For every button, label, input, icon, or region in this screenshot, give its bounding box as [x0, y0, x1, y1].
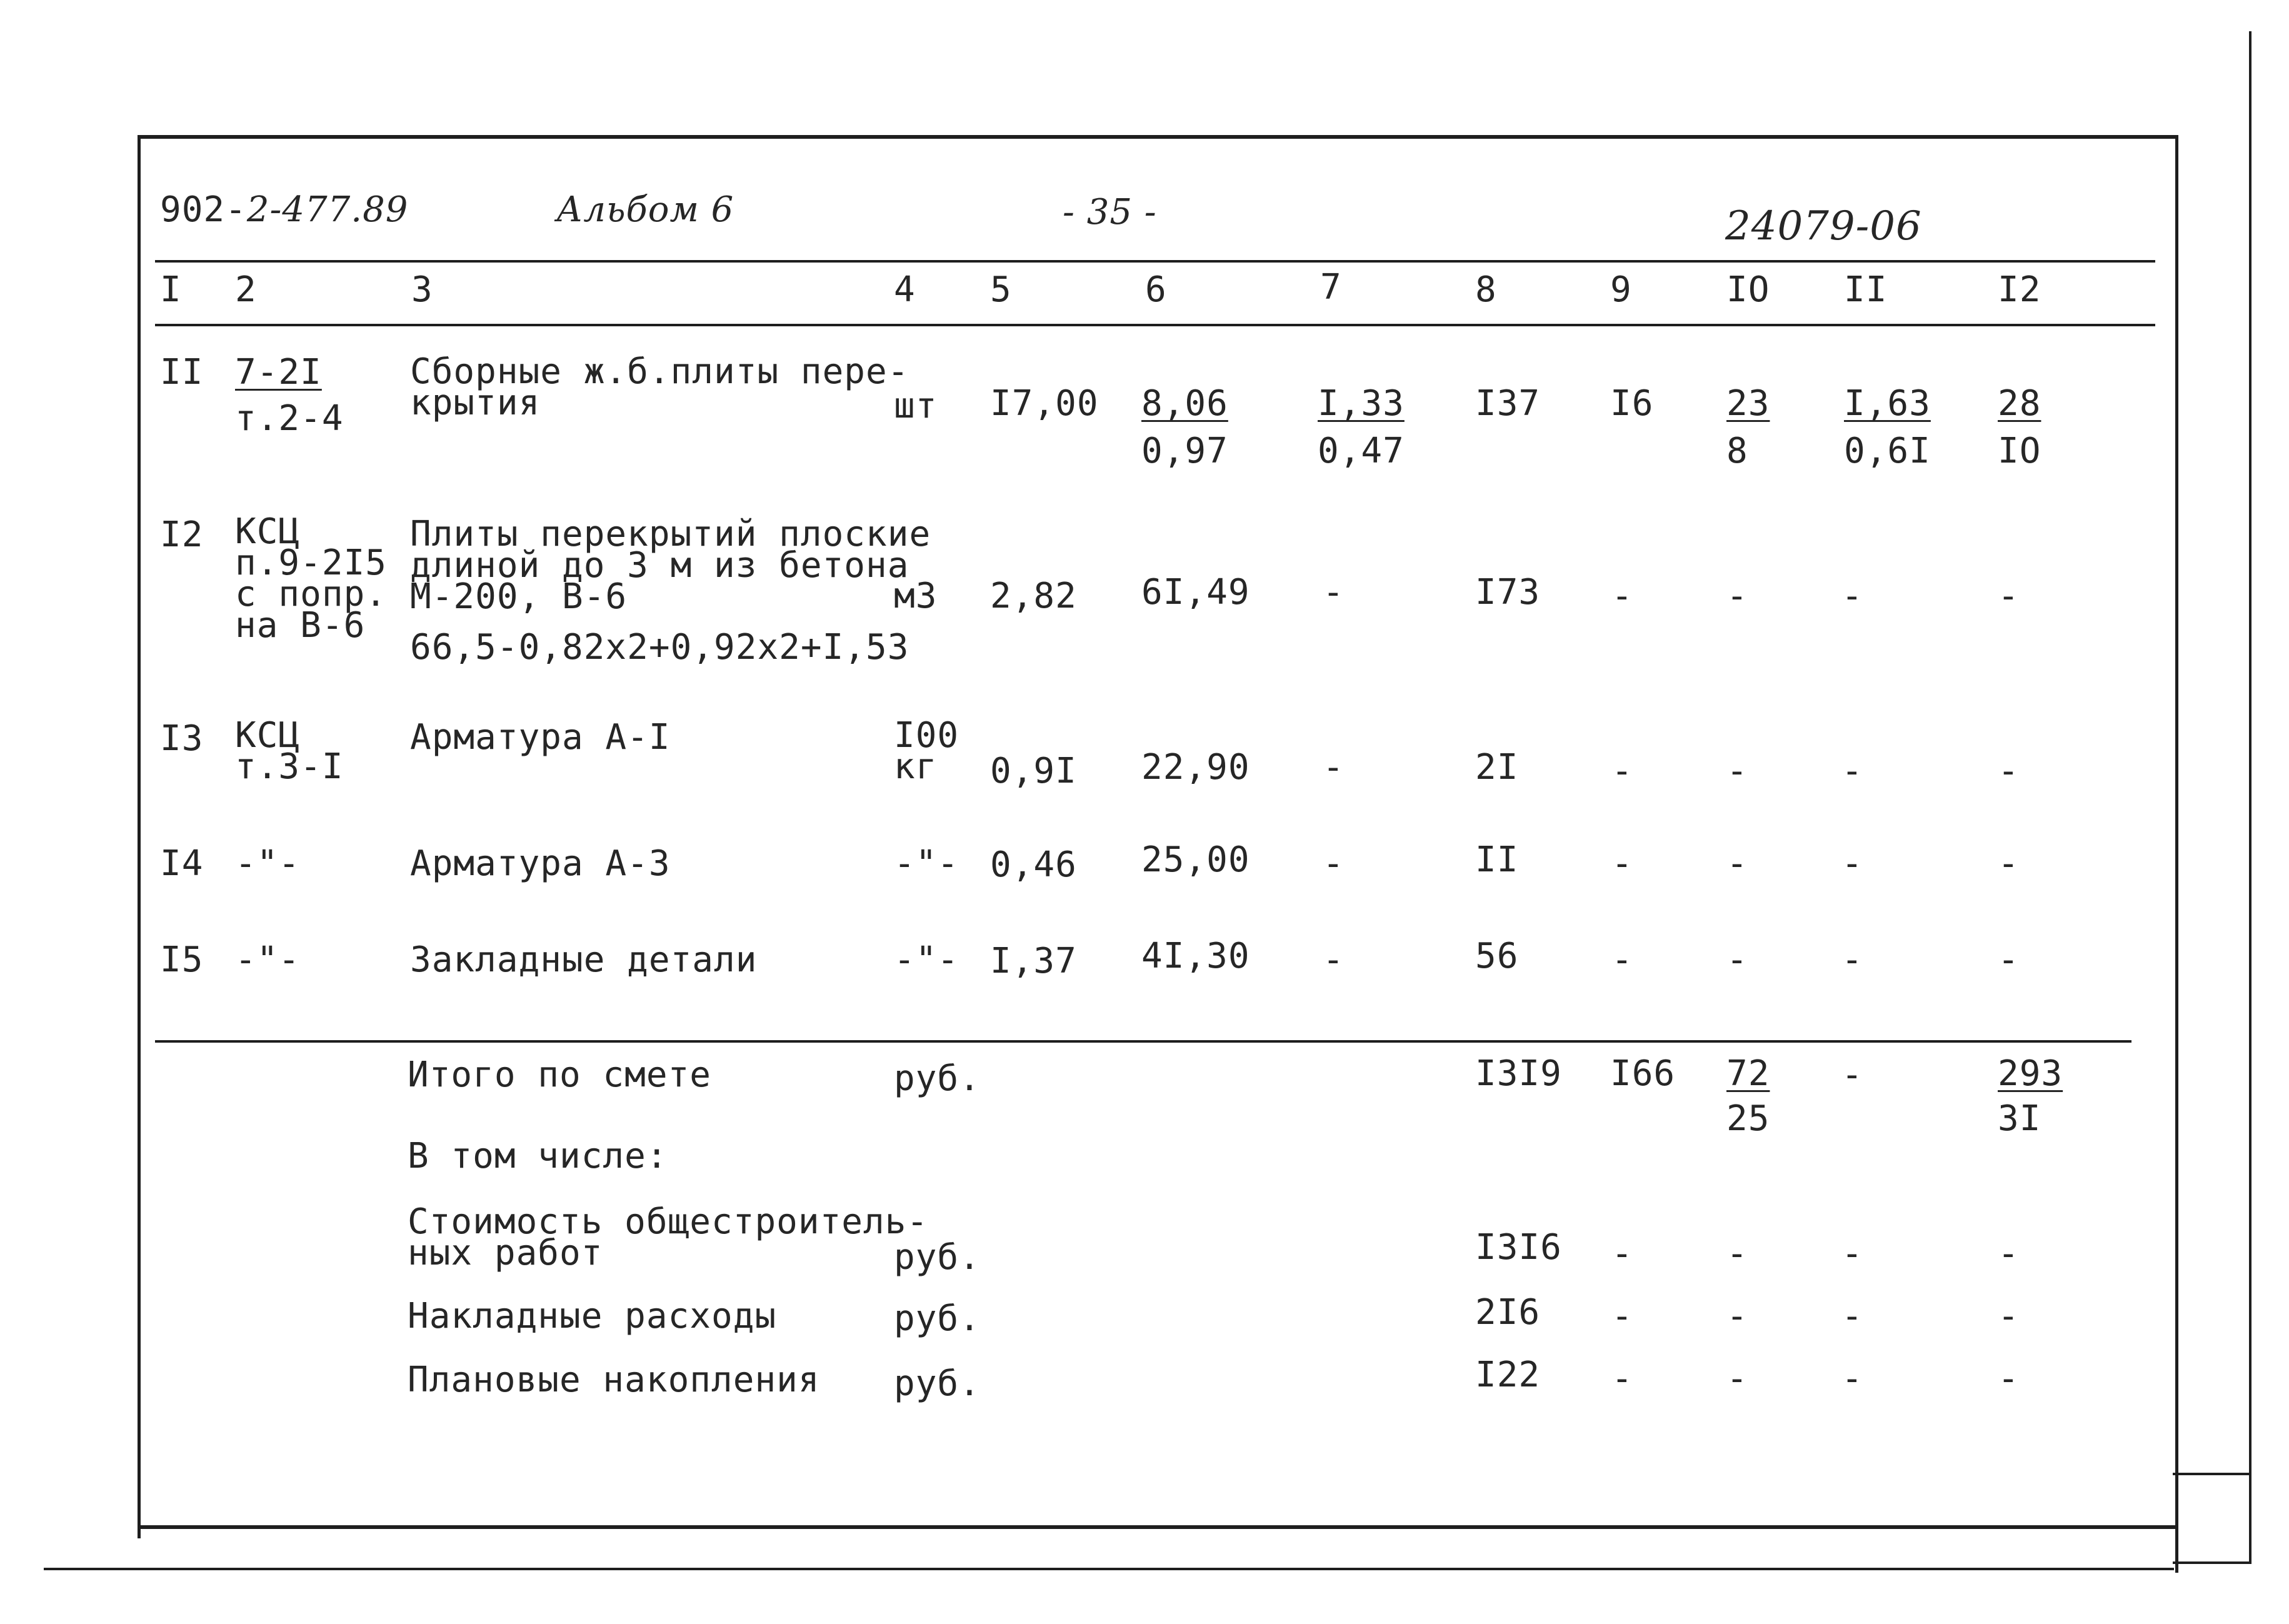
page-number: - 35 -: [1063, 192, 1157, 233]
column-header-5: 5: [990, 269, 1012, 310]
totals-col11: -: [1841, 1055, 1863, 1095]
document-number: 24079-06: [1725, 203, 1922, 249]
totals-label: Итого по смете: [408, 1055, 712, 1095]
norm-reference: 7-2I: [235, 352, 322, 393]
row-number: II: [160, 352, 204, 393]
norm-reference: -"-: [235, 940, 301, 980]
frame-top-border: [138, 135, 2178, 139]
col8-value: 56: [1475, 936, 1519, 976]
column-header-8: 8: [1475, 269, 1497, 310]
norm-reference: КСЦ т.3-I: [235, 715, 344, 787]
document-code: [160, 191, 408, 229]
table-header-top-rule: [155, 260, 2155, 263]
col12-value: -: [1998, 576, 2020, 616]
col8-value: I37: [1475, 383, 1541, 424]
col11-value: -: [1841, 940, 1863, 980]
totals-item-col12: -: [1998, 1358, 2020, 1399]
column-header-7: 7: [1320, 267, 1342, 308]
totals-item-col11: -: [1841, 1233, 1863, 1274]
unit: I00 кг: [894, 715, 959, 787]
totals-item-col10: -: [1726, 1358, 1748, 1399]
col7-value: -: [1323, 747, 1345, 788]
col10-value: -: [1726, 940, 1748, 980]
totals-item-col8: I3I6: [1475, 1227, 1562, 1268]
col12-value: -: [1998, 751, 2020, 791]
row-number: I5: [160, 940, 204, 980]
col7-value: -: [1323, 572, 1345, 613]
col9-value: -: [1611, 843, 1633, 884]
quantity: 2,82: [990, 576, 1077, 616]
col10-value: -: [1726, 843, 1748, 884]
totals-separator-rule: [155, 1040, 2131, 1043]
quantity: I,37: [990, 941, 1077, 981]
totals-unit: руб.: [894, 1058, 981, 1099]
totals-item-label: Накладные расходы: [408, 1296, 777, 1336]
totals-item-col11: -: [1841, 1296, 1863, 1336]
quantity: 0,9I: [990, 751, 1077, 791]
unit: -"-: [894, 843, 959, 884]
norm-reference-table: т.2-4: [235, 398, 344, 439]
document-code-handwritten: 2-477.89: [246, 189, 409, 230]
quantity: I7,00: [990, 383, 1099, 424]
column-header-1: I: [160, 269, 182, 310]
col7-value: -: [1323, 940, 1345, 980]
totals-col8: I3I9: [1475, 1053, 1562, 1094]
quantity: 0,46: [990, 845, 1077, 885]
totals-item-label: Стоимость общестроитель- ных работ: [408, 1201, 929, 1273]
col11-value: -: [1841, 576, 1863, 616]
row-number: I2: [160, 514, 204, 555]
totals-col12-top: 293: [1998, 1053, 2063, 1094]
unit-price-bottom: 0,97: [1141, 431, 1228, 471]
work-name: Закладные детали: [410, 940, 758, 980]
column-header-6: 6: [1145, 269, 1167, 310]
column-header-12: I2: [1998, 269, 2041, 310]
album-label: Альбом 6: [556, 189, 734, 230]
col9-value: -: [1611, 940, 1633, 980]
norm-reference: КСЦ п.9-2I5 с попр. на В-6: [235, 511, 388, 646]
totals-col10-bottom: 25: [1726, 1098, 1770, 1139]
unit-price: 22,90: [1141, 747, 1250, 788]
stamp-box-top-line: [2173, 1473, 2250, 1475]
totals-item-col12: -: [1998, 1296, 2020, 1336]
unit-price: 4I,30: [1141, 936, 1250, 976]
totals-col12-bottom: 3I: [1998, 1098, 2041, 1139]
col10-value: -: [1726, 751, 1748, 791]
column-header-9: 9: [1610, 269, 1632, 310]
col10-value: -: [1726, 576, 1748, 616]
table-header-bottom-rule: [155, 324, 2155, 326]
unit-price: 6I,49: [1141, 572, 1250, 613]
totals-item-col10: -: [1726, 1233, 1748, 1274]
unit-price-top: 8,06: [1141, 383, 1228, 424]
col12-bottom: IO: [1998, 431, 2041, 471]
col11-value: -: [1841, 843, 1863, 884]
unit-price: 25,00: [1141, 840, 1250, 880]
totals-col10-top: 72: [1726, 1053, 1770, 1094]
row-number: I3: [160, 718, 204, 759]
col7-bottom: 0,47: [1318, 431, 1405, 471]
totals-item-col9: -: [1611, 1358, 1633, 1399]
unit: -"-: [894, 940, 959, 980]
col7-value: -: [1323, 843, 1345, 884]
work-name: Плиты перекрытий плоские длиной до 3 м из бетона М-200, В-6: [410, 514, 931, 617]
col11-bottom: 0,6I: [1844, 431, 1931, 471]
column-header-2: 2: [235, 269, 257, 310]
col11-value: -: [1841, 751, 1863, 791]
work-name: Арматура А-3: [410, 843, 671, 884]
col9-value: -: [1611, 576, 1633, 616]
col8-value: I73: [1475, 572, 1541, 613]
col8-value: 2I: [1475, 747, 1519, 788]
col12-top: 28: [1998, 383, 2041, 424]
totals-item-unit: руб.: [894, 1237, 981, 1278]
column-header-11: II: [1844, 269, 1888, 310]
work-name: Арматура А-I: [410, 717, 671, 758]
col11-top: I,63: [1844, 383, 1931, 424]
totals-item-col11: -: [1841, 1358, 1863, 1399]
frame-bottom-border: [138, 1525, 2178, 1529]
totals-item-col9: -: [1611, 1296, 1633, 1336]
totals-item-col12: -: [1998, 1233, 2020, 1274]
column-header-3: 3: [411, 269, 433, 310]
col9-value: I6: [1610, 383, 1654, 424]
col12-value: -: [1998, 940, 2020, 980]
totals-item-label: Плановые накопления: [408, 1360, 820, 1400]
totals-item-col8: I22: [1475, 1355, 1541, 1395]
column-header-4: 4: [894, 269, 916, 310]
col10-top: 23: [1726, 383, 1770, 424]
col9-value: -: [1611, 751, 1633, 791]
document-code-printed: 902-: [160, 189, 247, 230]
col8-value: II: [1475, 840, 1519, 880]
work-name: Сборные ж.б.плиты пере- крытия: [410, 351, 909, 423]
calculation-formula: 66,5-0,82х2+0,92х2+I,53: [410, 627, 909, 668]
totals-col9: I66: [1610, 1053, 1676, 1094]
col10-bottom: 8: [1726, 431, 1748, 471]
unit: м3: [894, 576, 938, 616]
row-number: I4: [160, 843, 204, 884]
unit: шт: [894, 386, 938, 426]
totals-item-unit: руб.: [894, 1298, 981, 1339]
page-edge-line-right: [2249, 31, 2251, 1564]
col7-top: I,33: [1318, 383, 1405, 424]
including-label: В том числе:: [408, 1136, 668, 1176]
frame-left-border: [138, 135, 141, 1538]
norm-reference: -"-: [235, 843, 301, 884]
totals-item-col8: 2I6: [1475, 1292, 1541, 1333]
column-header-10: IO: [1726, 269, 1770, 310]
totals-item-col10: -: [1726, 1296, 1748, 1336]
page-bottom-line: [44, 1568, 2174, 1570]
stamp-box-bottom-line: [2173, 1561, 2250, 1564]
totals-item-unit: руб.: [894, 1363, 981, 1404]
col12-value: -: [1998, 843, 2020, 884]
totals-item-col9: -: [1611, 1233, 1633, 1274]
frame-right-border: [2175, 135, 2178, 1573]
